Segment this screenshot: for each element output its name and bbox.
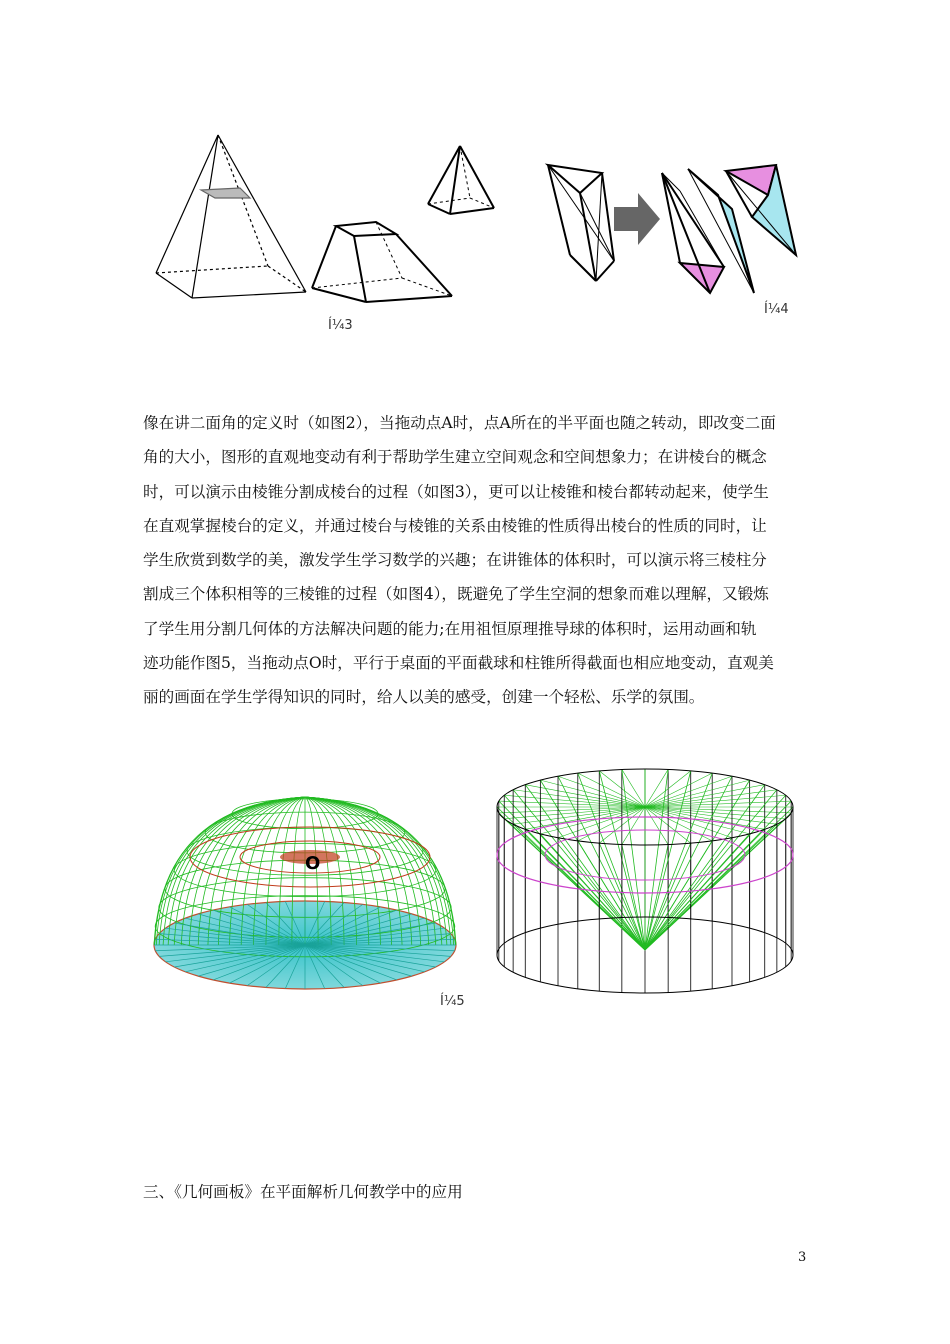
figure-3-pyramid-frustum bbox=[150, 130, 500, 330]
paragraph-line: 时，可以演示由棱锥分割成棱台的过程（如图3），更可以让棱锥和棱台都转动起来，使学生 bbox=[143, 482, 769, 501]
paragraph-line: 迹功能作图5，当拖动点O时，平行于桌面的平面截球和柱锥所得截面也相应地变动，直观美 bbox=[143, 654, 774, 673]
figure-5-hemisphere bbox=[150, 785, 460, 995]
paragraph-line: 丽的画面在学生学得知识的同时，给人以美的感受，创建一个轻松、乐学的氛围。 bbox=[143, 688, 705, 707]
paragraph-line: 割成三个体积相等的三棱锥的过程（如图4），既避免了学生空洞的想象而难以理解，又锻炼 bbox=[143, 585, 769, 604]
page-number: 3 bbox=[798, 1250, 807, 1265]
paragraph-line: 在直观掌握棱台的定义，并通过棱台与棱锥的关系由棱锥的性质得出棱台的性质的同时，让 bbox=[143, 516, 767, 535]
body-paragraph bbox=[143, 406, 815, 715]
figure-5-cylinder-cone bbox=[495, 765, 805, 1000]
paragraph-line: 了学生用分割几何体的方法解决问题的能力;在用祖恒原理推导球的体积时，运用动画和轨 bbox=[143, 619, 757, 638]
paragraph-line: 角的大小，图形的直观地变动有利于帮助学生建立空间观念和空间想象力；在讲棱台的概念 bbox=[143, 448, 767, 467]
section-heading: 三、《几何画板》在平面解析几何教学中的应用 bbox=[143, 1183, 463, 1201]
point-o-label: O bbox=[305, 853, 321, 874]
paragraph-line: 学生欣赏到数学的美，激发学生学习数学的兴趣；在讲锥体的体积时，可以演示将三棱柱分 bbox=[143, 551, 767, 570]
paragraph-line: 像在讲二面角的定义时（如图2），当拖动点A时，点A所在的半平面也随之转动，即改变二面 bbox=[143, 414, 776, 432]
figure-4-prism-split bbox=[540, 155, 805, 300]
figure-5-caption: Í¼5 bbox=[440, 994, 465, 1009]
figure-4-caption: Í¼4 bbox=[764, 302, 789, 317]
figure-3-caption: Í¼3 bbox=[328, 318, 353, 333]
